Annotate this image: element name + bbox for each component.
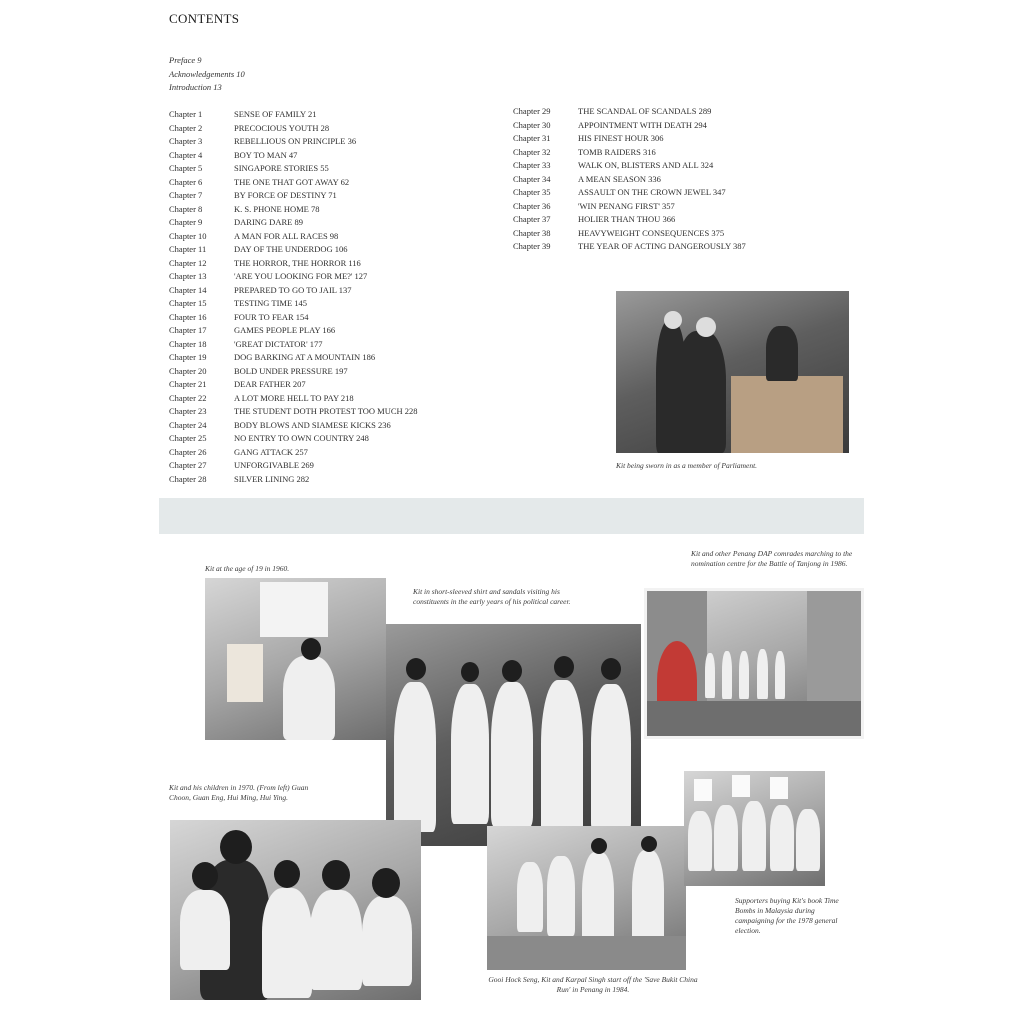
caption-parliament: Kit being sworn in as a member of Parliament. (616, 461, 758, 470)
toc-chapter-title: THE ONE THAT GOT AWAY 62 (234, 176, 350, 187)
toc-chapter-number: Chapter 37 (513, 214, 551, 224)
toc-chapter-title: GAMES PEOPLE PLAY 166 (234, 325, 336, 335)
toc-chapter-number: Chapter 1 (169, 109, 203, 119)
toc-entry (169, 378, 418, 392)
toc-entry (169, 324, 418, 338)
toc-entry (169, 122, 418, 136)
toc-chapter-number: Chapter 25 (169, 433, 207, 443)
toc-chapter-number: Chapter 21 (169, 379, 207, 389)
front-matter-introduction: Introduction 13 (169, 82, 222, 92)
toc-chapter-title: K. S. PHONE HOME 78 (234, 203, 320, 214)
toc-entry (513, 119, 746, 133)
toc-entry (169, 459, 418, 473)
toc-chapter-number: Chapter 38 (513, 227, 551, 238)
toc-chapter-number: Chapter 35 (513, 187, 551, 197)
toc-chapter-title: FOUR TO FEAR 154 (234, 311, 309, 322)
toc-chapter-number: Chapter 34 (513, 173, 551, 184)
toc-entry (169, 297, 418, 311)
toc-entry (513, 186, 746, 200)
toc-chapter-title: SINGAPORE STORIES 55 (234, 163, 329, 173)
toc-chapter-number: Chapter 36 (513, 200, 551, 211)
photo-save-bukit-china-run (487, 826, 686, 970)
toc-entry (169, 189, 418, 203)
caption-save-bukit-china-run: Gooi Hock Seng, Kit and Karpal Singh start off the 'Save Bukit China Run' in Penang in 1984. (488, 975, 698, 994)
toc-entry (513, 146, 746, 160)
toc-entry (169, 419, 418, 433)
toc-entry (169, 203, 418, 217)
toc-chapter-number: Chapter 29 (513, 106, 551, 116)
toc-chapter-title: DARING DARE 89 (234, 217, 303, 227)
toc-chapter-title: A MEAN SEASON 336 (578, 173, 661, 184)
toc-entry (513, 227, 746, 241)
toc-entry (513, 105, 746, 119)
toc-chapter-title: NO ENTRY TO OWN COUNTRY 248 (234, 433, 369, 443)
toc-chapter-title: GANG ATTACK 257 (234, 446, 308, 457)
toc-entry (513, 213, 746, 227)
front-matter (169, 54, 245, 95)
toc-chapter-title: BOY TO MAN 47 (234, 149, 298, 160)
toc-chapter-number: Chapter 16 (169, 311, 207, 322)
toc-chapter-title: A LOT MORE HELL TO PAY 218 (234, 392, 354, 403)
toc-entry (169, 351, 418, 365)
toc-entry (513, 173, 746, 187)
toc-entry (169, 338, 418, 352)
toc-right-column (513, 105, 746, 254)
photo-supporters-buying-book (684, 771, 825, 886)
toc-chapter-title: BODY BLOWS AND SIAMESE KICKS 236 (234, 419, 391, 430)
toc-chapter-number: Chapter 7 (169, 190, 203, 200)
toc-chapter-title: 'ARE YOU LOOKING FOR ME?' 127 (234, 271, 368, 281)
toc-chapter-title: DEAR FATHER 207 (234, 379, 306, 389)
toc-entry (169, 284, 418, 298)
toc-chapter-title: TOMB RAIDERS 316 (578, 146, 656, 157)
photo-age-19 (205, 578, 386, 740)
toc-chapter-title: PREPARED TO GO TO JAIL 137 (234, 284, 352, 295)
toc-chapter-title: A MAN FOR ALL RACES 98 (234, 230, 339, 241)
toc-chapter-number: Chapter 24 (169, 419, 207, 430)
toc-chapter-title: HIS FINEST HOUR 306 (578, 133, 664, 143)
toc-chapter-number: Chapter 33 (513, 160, 551, 170)
toc-entry (513, 200, 746, 214)
toc-entry (169, 176, 418, 190)
toc-chapter-number: Chapter 14 (169, 284, 207, 295)
caption-visiting-constituents: Kit in short-sleeved shirt and sandals visiting his constituents in the early years of his political career. (413, 587, 571, 606)
toc-entry (169, 311, 418, 325)
toc-chapter-number: Chapter 11 (169, 244, 207, 254)
caption-supporters-buying-book: Supporters buying Kit's book Time Bombs in Malaysia during campaigning for the 1978 general election. (735, 896, 839, 935)
toc-chapter-number: Chapter 32 (513, 146, 551, 157)
toc-chapter-title: DOG BARKING AT A MOUNTAIN 186 (234, 352, 376, 362)
toc-entry (169, 243, 418, 257)
toc-chapter-number: Chapter 22 (169, 392, 207, 403)
toc-entry (513, 240, 746, 254)
toc-chapter-number: Chapter 10 (169, 230, 207, 241)
toc-chapter-number: Chapter 5 (169, 163, 203, 173)
toc-chapter-number: Chapter 6 (169, 176, 203, 187)
photo-visiting-constituents (386, 624, 641, 846)
toc-left-column (169, 108, 418, 486)
toc-entry (169, 135, 418, 149)
caption-kit-and-children: Kit and his children in 1970. (From left) Guan Choon, Guan Eng, Hui Ming, Hui Ying. (169, 783, 309, 802)
toc-entry (169, 432, 418, 446)
toc-chapter-title: THE YEAR OF ACTING DANGEROUSLY 387 (578, 241, 746, 251)
toc-chapter-number: Chapter 4 (169, 149, 203, 160)
toc-entry (169, 473, 418, 487)
toc-entry (169, 270, 418, 284)
toc-entry (169, 446, 418, 460)
photo-kit-and-children (170, 820, 421, 1000)
toc-chapter-title: SILVER LINING 282 (234, 473, 310, 484)
toc-entry (169, 230, 418, 244)
toc-chapter-number: Chapter 31 (513, 133, 551, 143)
caption-age-19: Kit at the age of 19 in 1960. (205, 564, 290, 573)
toc-chapter-title: HEAVYWEIGHT CONSEQUENCES 375 (578, 227, 725, 238)
toc-chapter-number: Chapter 19 (169, 352, 207, 362)
toc-chapter-title: THE STUDENT DOTH PROTEST TOO MUCH 228 (234, 406, 418, 416)
toc-chapter-number: Chapter 28 (169, 473, 207, 484)
toc-chapter-number: Chapter 20 (169, 365, 207, 376)
toc-entry (169, 365, 418, 379)
toc-chapter-title: SENSE OF FAMILY 21 (234, 109, 317, 119)
toc-entry (513, 132, 746, 146)
toc-entry (169, 392, 418, 406)
toc-entry (169, 149, 418, 163)
toc-entry (513, 159, 746, 173)
toc-chapter-title: TESTING TIME 145 (234, 298, 308, 308)
page-title: CONTENTS (169, 11, 240, 26)
toc-chapter-number: Chapter 18 (169, 338, 207, 349)
toc-chapter-title: THE HORROR, THE HORROR 116 (234, 257, 361, 268)
toc-entry (169, 216, 418, 230)
toc-chapter-number: Chapter 9 (169, 217, 203, 227)
toc-chapter-number: Chapter 23 (169, 406, 207, 416)
toc-chapter-title: BOLD UNDER PRESSURE 197 (234, 365, 348, 376)
toc-chapter-number: Chapter 2 (169, 122, 203, 133)
toc-chapter-title: UNFORGIVABLE 269 (234, 460, 314, 470)
toc-chapter-title: HOLIER THAN THOU 366 (578, 214, 676, 224)
toc-chapter-title: REBELLIOUS ON PRINCIPLE 36 (234, 136, 357, 146)
front-matter-preface: Preface 9 (169, 55, 202, 65)
toc-chapter-title: APPOINTMENT WITH DEATH 294 (578, 119, 707, 130)
toc-chapter-number: Chapter 8 (169, 203, 203, 214)
toc-chapter-number: Chapter 26 (169, 446, 207, 457)
toc-chapter-title: 'GREAT DICTATOR' 177 (234, 338, 323, 349)
toc-chapter-number: Chapter 15 (169, 298, 207, 308)
toc-chapter-title: PRECOCIOUS YOUTH 28 (234, 122, 330, 133)
toc-entry (169, 405, 418, 419)
toc-chapter-title: BY FORCE OF DESTINY 71 (234, 190, 337, 200)
front-matter-acknowledgements: Acknowledgements 10 (169, 68, 245, 79)
divider-band (159, 498, 864, 534)
toc-chapter-number: Chapter 12 (169, 257, 207, 268)
photo-parliament-swearing-in (616, 291, 849, 453)
toc-chapter-title: THE SCANDAL OF SCANDALS 289 (578, 106, 712, 116)
toc-chapter-number: Chapter 3 (169, 136, 203, 146)
toc-entry (169, 257, 418, 271)
caption-penang-dap-march: Kit and other Penang DAP comrades marching to the nomination centre for the Battle of Tanjong in 1986. (691, 549, 853, 568)
toc-chapter-number: Chapter 13 (169, 271, 207, 281)
toc-chapter-number: Chapter 39 (513, 241, 551, 251)
photo-penang-dap-march (644, 588, 864, 739)
toc-chapter-number: Chapter 27 (169, 460, 207, 470)
toc-entry (169, 162, 418, 176)
toc-chapter-title: DAY OF THE UNDERDOG 106 (234, 244, 348, 254)
toc-entry (169, 108, 418, 122)
toc-chapter-title: 'WIN PENANG FIRST' 357 (578, 200, 675, 211)
toc-chapter-title: WALK ON, BLISTERS AND ALL 324 (578, 160, 714, 170)
toc-chapter-number: Chapter 30 (513, 119, 551, 130)
toc-chapter-title: ASSAULT ON THE CROWN JEWEL 347 (578, 187, 726, 197)
toc-chapter-number: Chapter 17 (169, 325, 207, 335)
